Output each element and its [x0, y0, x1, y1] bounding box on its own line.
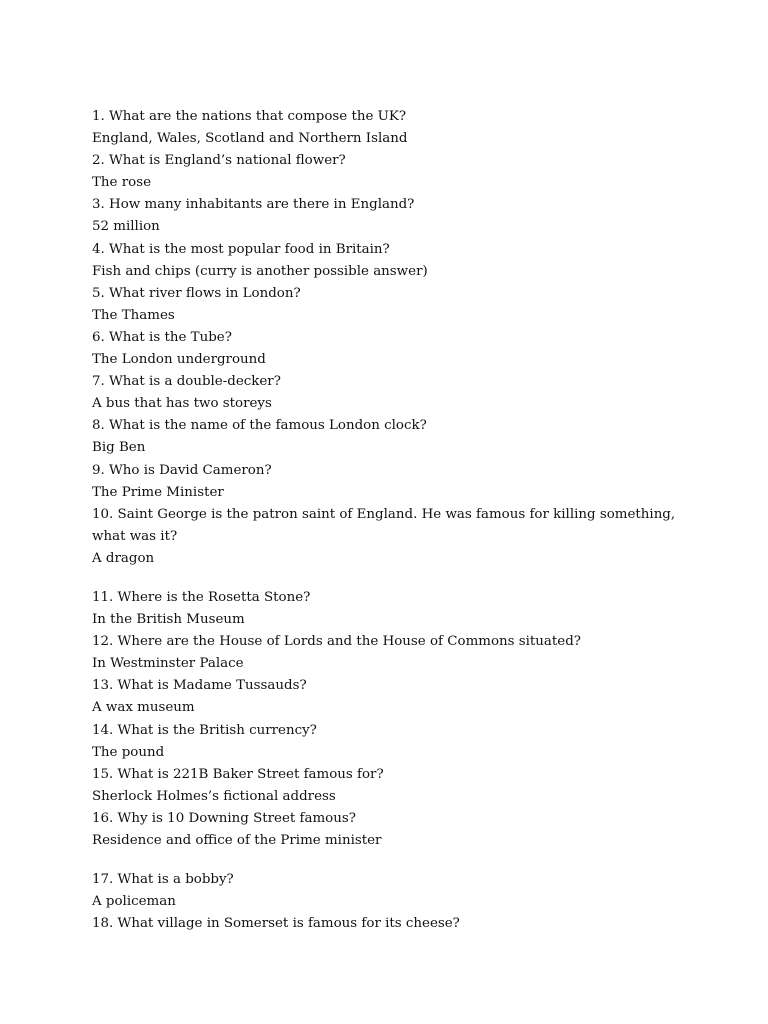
question-15: 15. What is 221B Baker Street famous for?: [92, 766, 384, 782]
question-3: 3. How many inhabitants are there in England?: [92, 197, 415, 213]
answer-17: A policeman: [92, 894, 176, 910]
question-12: 12. Where are the House of Lords and the House of Commons situated?: [92, 634, 581, 650]
quiz-block-2: [92, 587, 692, 852]
question-5: 5. What river flows in London?: [92, 285, 301, 301]
quiz-block-1: [92, 106, 692, 570]
answer-4: Fish and chips (curry is another possible answer): [92, 263, 428, 279]
answer-14: The pound: [92, 744, 165, 760]
answer-13: A wax museum: [92, 700, 195, 716]
answer-16: Residence and office of the Prime minister: [92, 833, 382, 848]
answer-10: A dragon: [92, 550, 155, 566]
answer-5: The Thames: [92, 307, 175, 323]
question-14: 14. What is the British currency?: [92, 722, 317, 738]
question-16: 16. Why is 10 Downing Street famous?: [92, 810, 356, 826]
question-6: 6. What is the Tube?: [92, 329, 232, 345]
answer-9: The Prime Minister: [92, 484, 224, 500]
answer-12: In Westminster Palace: [92, 656, 244, 672]
question-11: 11. Where is the Rosetta Stone?: [92, 589, 311, 605]
quiz-content: [92, 106, 692, 935]
answer-3: 52 million: [92, 219, 160, 235]
question-4: 4. What is the most popular food in Britain?: [92, 241, 390, 257]
quiz-block-3: [92, 869, 692, 935]
question-7: 7. What is a double-decker?: [92, 374, 281, 390]
question-13: 13. What is Madame Tussauds?: [92, 678, 307, 694]
question-8: 8. What is the name of the famous London clock?: [92, 418, 427, 434]
block-spacer: [92, 570, 692, 587]
answer-8: Big Ben: [92, 440, 146, 456]
answer-7: A bus that has two storeys: [92, 396, 272, 412]
answer-2: The rose: [92, 175, 151, 191]
question-10-continued: what was it?: [92, 528, 178, 544]
answer-11: In the British Museum: [92, 612, 245, 628]
answer-6: The London underground: [92, 352, 266, 368]
block-spacer: [92, 852, 692, 869]
question-1: 1. What are the nations that compose the UK?: [92, 109, 407, 124]
question-17: 17. What is a bobby?: [92, 872, 234, 888]
answer-15: Sherlock Holmes’s fictional address: [92, 788, 336, 804]
question-2: 2. What is England’s national flower?: [92, 153, 346, 169]
question-9: 9. Who is David Cameron?: [92, 462, 272, 478]
answer-1: England, Wales, Scotland and Northern Island: [92, 131, 408, 147]
question-18: 18. What village in Somerset is famous for its cheese?: [92, 916, 460, 932]
question-10: 10. Saint George is the patron saint of England. He was famous for killing something,: [92, 506, 676, 522]
